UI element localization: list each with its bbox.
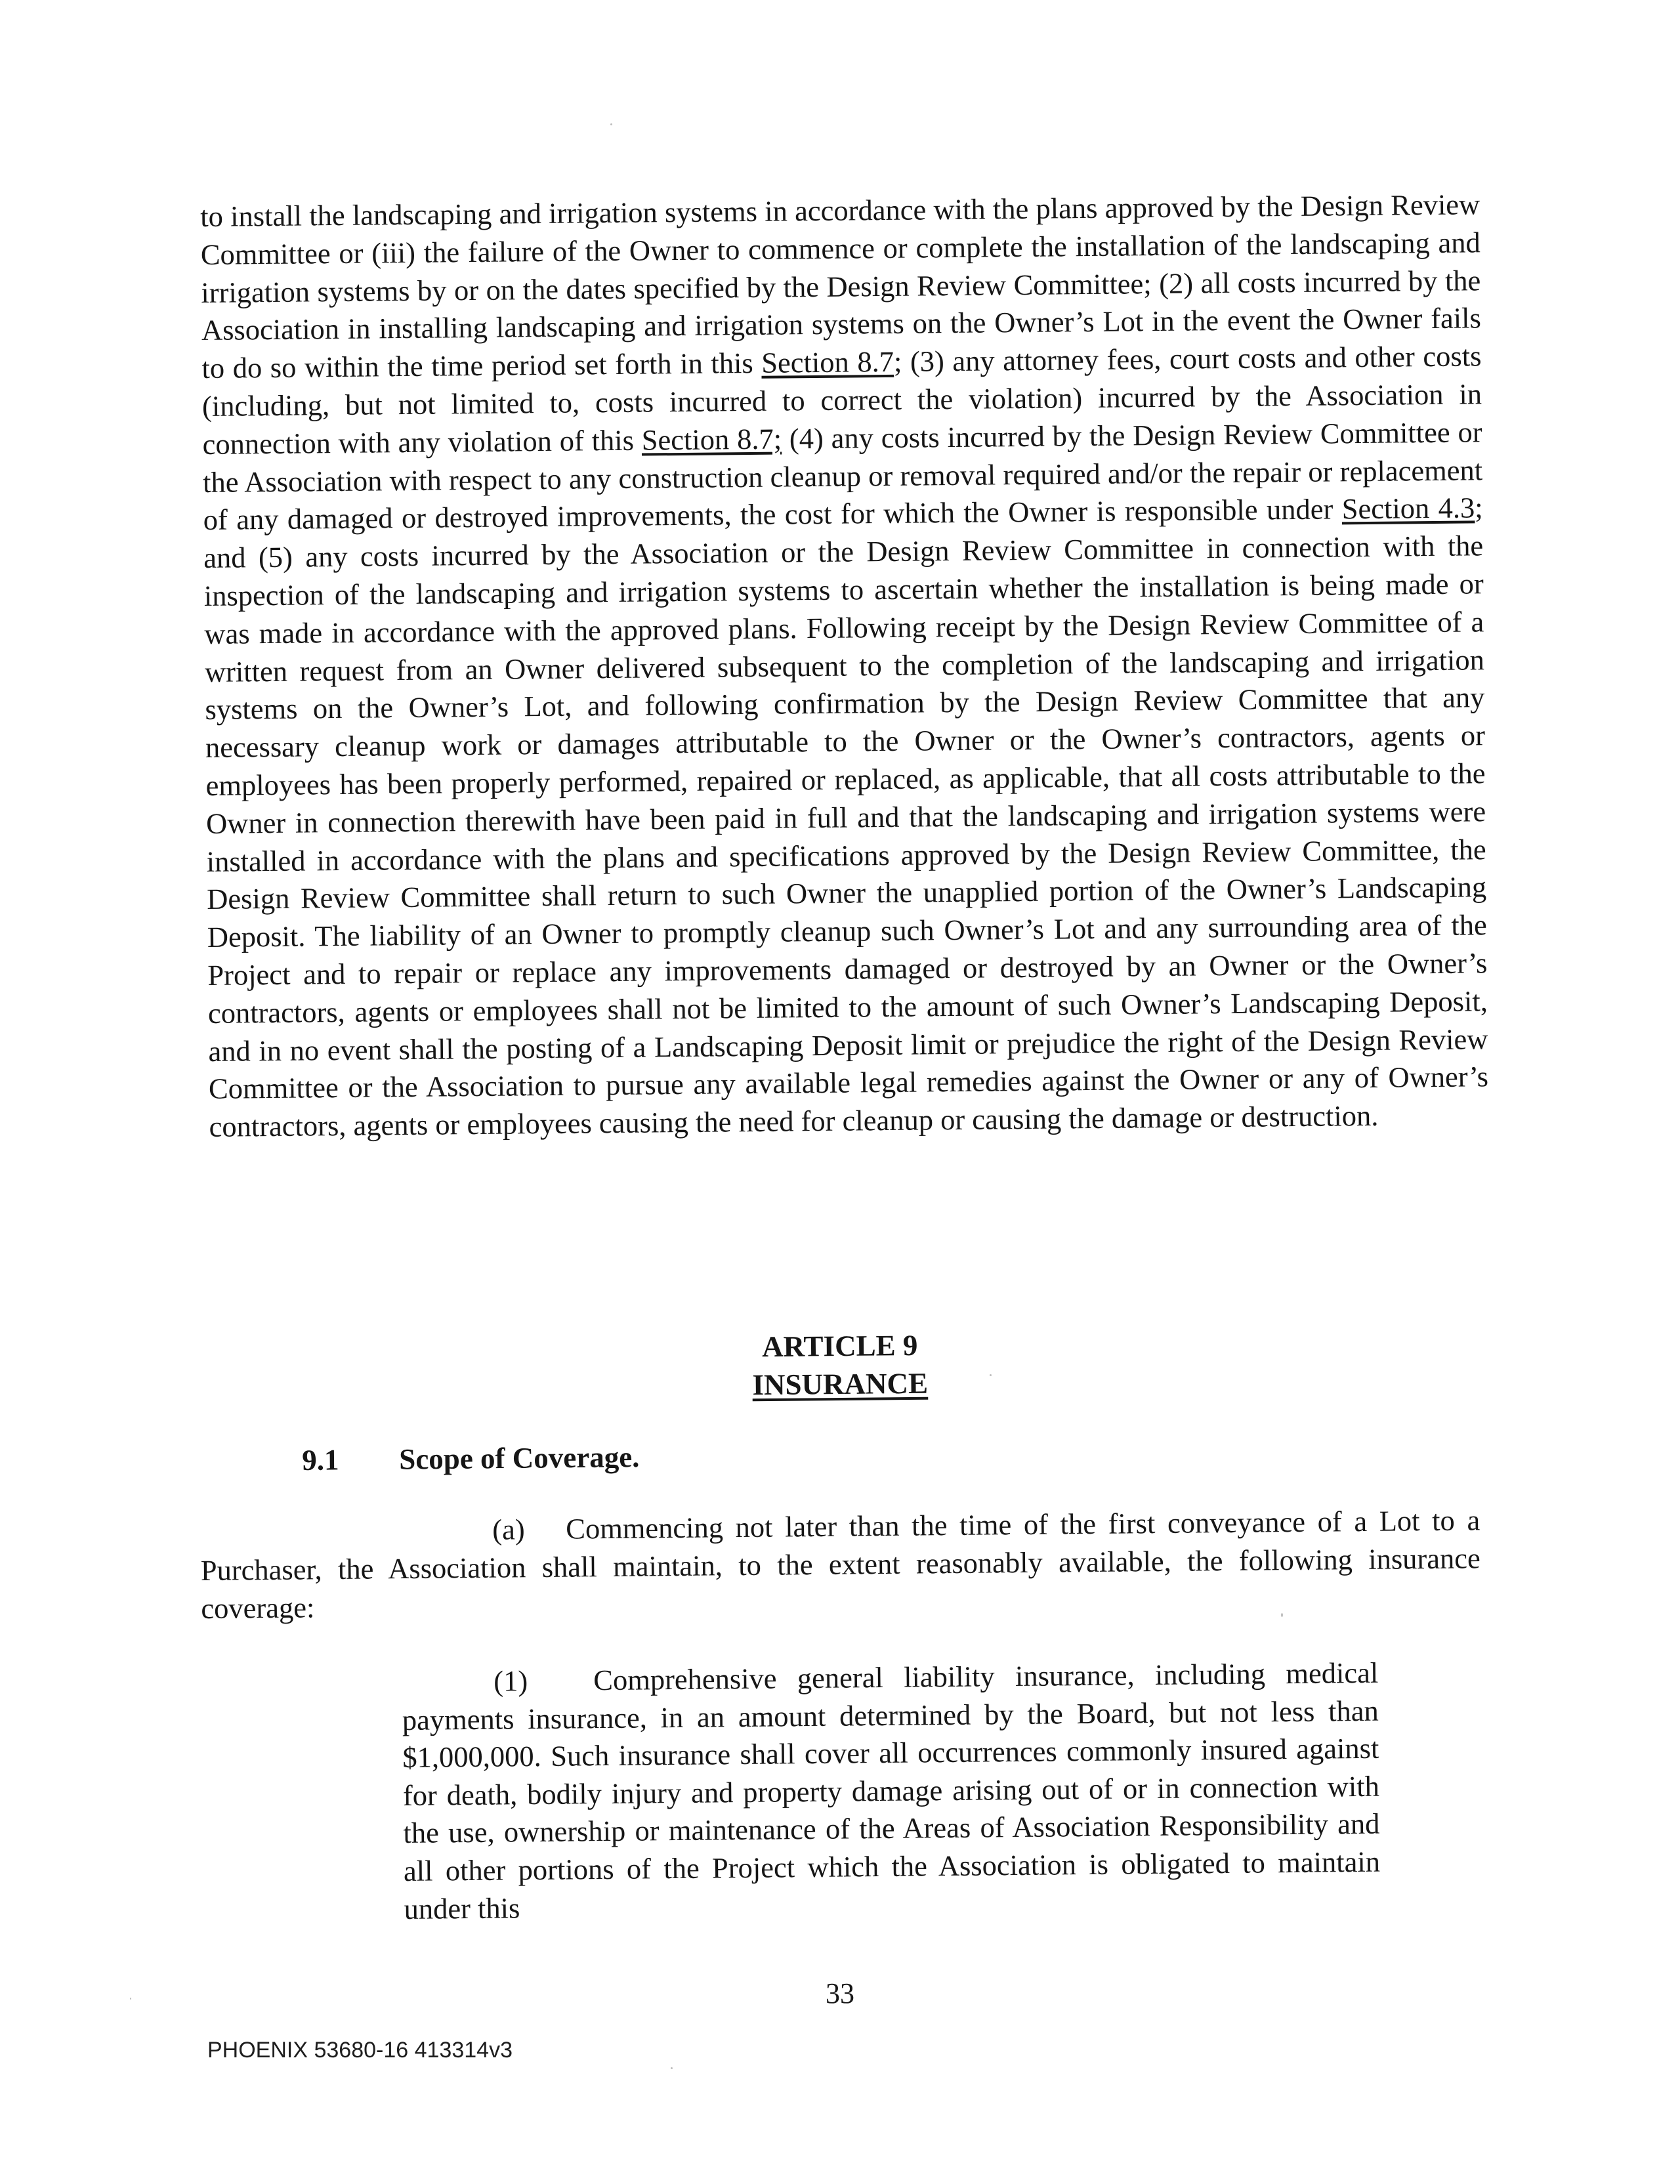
- section-ref-8-7: Section 8.7: [761, 345, 894, 379]
- scan-speck: [990, 1374, 992, 1376]
- article-title: ARTICLE 9: [761, 1328, 918, 1364]
- clause-1-text: Comprehensive general liability insurance, including medical payments insurance, in an amount determined by the Board, but not less than $1,000,000. Such insurance shall cover all occurrences commonly insured against for death, bodily injury and property damage arising out of or in connection with the use, ownership or maintenance of the Areas of Association Responsibility and all other portions of the Project which the Association is obligated to maintain under this: [402, 1656, 1381, 1925]
- scan-speck: [1281, 1613, 1283, 1617]
- body-text-part-3: (4) any costs incurred by the Design Review Committee or the Association with respect to any construction cleanup or removal required and/or the repair or replacement of any damaged or destroyed improvements, the cost for which the Owner is responsible under: [202, 415, 1483, 537]
- body-text-part-1: to install the landscaping and irrigation systems in accordance with the plans approved by the Design Review Committee or (iii) the failure of the Owner to commence or complete the installation of the landscaping and irrigation systems by or on the dates specified by the Design Review Committee; (2) all costs incurred by the Association in installing landscaping and irrigation systems on the Owner’s Lot in the event the Owner fails to do so within the time period set forth in this: [200, 188, 1482, 385]
- section-ref-4-3: Section 4.3: [1341, 491, 1475, 526]
- body-text-part-4: ; and (5) any costs incurred by the Association or the Design Review Committee in connection with the inspection of the landscaping and irrigation systems to ascertain whether the installation is being made or was made in accordance with the approved plans. Following receipt by the Design Review Committee of a written request from an Owner delivered subsequent to the completion of the landscaping and irrigation systems on the Owner’s Lot, and following confirmation by the Design Review Committee that any necessary cleanup work or damages attributable to the Owner or the Owner’s contractors, agents or employees has been properly performed, repaired or replaced, as applicable, that all costs attributable to the Owner in connection therewith have been paid in full and that the landscaping and irrigation systems were installed in accordance with the plans and specifications approved by the Design Review Committee, the Design Review Committee shall return to such Owner the unapplied portion of the Owner’s Landscaping Deposit. The liability of an Owner to promptly cleanup such Owner’s Lot and any surrounding area of the Project and to repair or replace any improvements damaged or destroyed by an Owner or the Owner’s contractors, agents or employees shall not be limited to the amount of such Owner’s Landscaping Deposit, and in no event shall the posting of a Landscaping Deposit limit or prejudice the right of the Design Review Committee or the Association to pursue any available legal remedies against the Owner or any of Owner’s contractors, agents or employees causing the need for cleanup or causing the damage or destruction.: [203, 491, 1489, 1144]
- section-heading: [302, 1438, 640, 1479]
- subsection-a: [200, 1501, 1481, 1628]
- scan-speck: [130, 1998, 131, 2000]
- body-paragraph: [200, 186, 1489, 1146]
- section-ref-8-7-second: Section 8.7;: [641, 422, 782, 457]
- scan-speck: [610, 123, 612, 125]
- section-title: Scope of Coverage.: [399, 1440, 640, 1476]
- subsection-a-text: Commencing not later than the time of the first conveyance of a Lot to a Purchaser, the Association shall maintain, to the extent reasonably available, the following insurance coverage:: [200, 1503, 1480, 1625]
- body-text-part-2: ; (3) any attorney fees, court costs and other costs (including, but not limited to, costs incurred to correct the violation) incurred by the Association in connection with any violation of this: [201, 339, 1482, 461]
- scan-speck: [671, 2067, 673, 2069]
- section-number: 9.1: [302, 1443, 339, 1477]
- clause-1-marker: (1): [494, 1664, 528, 1698]
- article-heading: [0, 1319, 1680, 1412]
- article-subtitle: INSURANCE: [752, 1366, 929, 1402]
- subsection-a-marker: (a): [492, 1513, 525, 1546]
- clause-1: [402, 1654, 1381, 1928]
- footer-document-id: PHOENIX 53680-16 413314v3: [207, 2038, 513, 2063]
- page-number: 33: [826, 1977, 854, 2009]
